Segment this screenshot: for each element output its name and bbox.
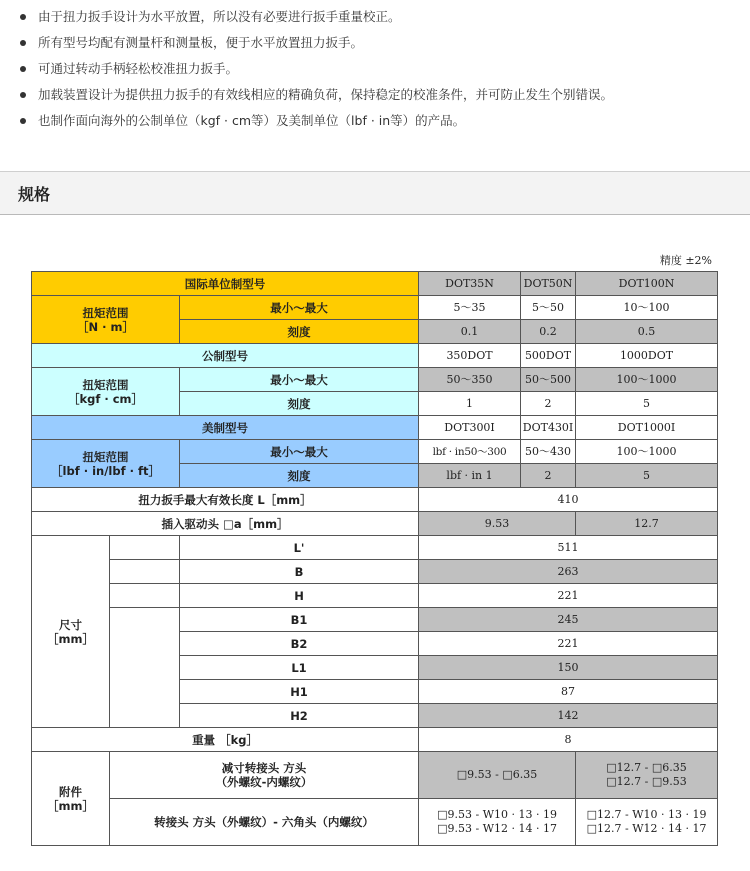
bullet-icon <box>20 14 26 20</box>
dimension-spacer <box>110 584 180 608</box>
table-row <box>32 440 718 464</box>
dimension-name: B1 <box>180 608 419 632</box>
accessories-label: 附件 ［mm］ <box>32 752 110 846</box>
dimension-name: H <box>180 584 419 608</box>
si-scale: 0.2 <box>521 320 576 344</box>
precision-note: 精度 ±2% <box>659 254 712 267</box>
us-scale: 5 <box>576 464 718 488</box>
bullet-icon <box>20 92 26 98</box>
si-minmax: 10～100 <box>576 296 718 320</box>
si-scale: 0.1 <box>419 320 521 344</box>
reducer-label: 减寸转接头 方头 （外螺纹-内螺纹） <box>110 752 419 799</box>
metric-minmax: 50～500 <box>521 368 576 392</box>
si-model: DOT35N <box>419 272 521 296</box>
dimension-value: 263 <box>419 560 718 584</box>
table-row <box>32 584 718 608</box>
dimension-value: 87 <box>419 680 718 704</box>
bullet-icon <box>20 118 26 124</box>
metric-model: 350DOT <box>419 344 521 368</box>
dimension-name: L1 <box>180 656 419 680</box>
si-minmax-label: 最小～最大 <box>180 296 419 320</box>
adapter-label: 转接头 方头（外螺纹）- 六角头（内螺纹） <box>110 799 419 846</box>
metric-range-label: 扭矩范围 ［kgf · cm］ <box>32 368 180 416</box>
section-title: 规格 <box>18 185 51 204</box>
feature-item: 所有型号均配有测量杆和测量板，便于水平放置扭力扳手。 <box>18 30 738 56</box>
table-row <box>32 512 718 536</box>
us-minmax: lbf · in50～300 <box>419 440 521 464</box>
weight-value: 8 <box>419 728 718 752</box>
weight-label: 重量 ［kg］ <box>32 728 419 752</box>
metric-model: 1000DOT <box>576 344 718 368</box>
si-scale: 0.5 <box>576 320 718 344</box>
drive-value: 12.7 <box>576 512 718 536</box>
table-row <box>32 368 718 392</box>
dimension-value: 150 <box>419 656 718 680</box>
dimension-value: 221 <box>419 632 718 656</box>
dimension-name: H2 <box>180 704 419 728</box>
metric-header: 公制型号 <box>32 344 419 368</box>
dimension-spacer <box>110 536 180 560</box>
reducer-a: □9.53 - □6.35 <box>419 752 576 799</box>
bullet-icon <box>20 66 26 72</box>
table-row <box>32 560 718 584</box>
metric-minmax-label: 最小～最大 <box>180 368 419 392</box>
bullet-icon <box>20 40 26 46</box>
si-scale-label: 刻度 <box>180 320 419 344</box>
si-model: DOT100N <box>576 272 718 296</box>
reducer-b: □12.7 - □6.35 □12.7 - □9.53 <box>576 752 718 799</box>
si-minmax: 5～35 <box>419 296 521 320</box>
si-range-label: 扭矩范围 ［N · m］ <box>32 296 180 344</box>
us-model: DOT430I <box>521 416 576 440</box>
table-row <box>32 536 718 560</box>
dimension-spacer <box>110 560 180 584</box>
table-row <box>32 344 718 368</box>
metric-scale-label: 刻度 <box>180 392 419 416</box>
max-length-value: 410 <box>419 488 718 512</box>
us-minmax-label: 最小～最大 <box>180 440 419 464</box>
us-range-label: 扭矩范围 ［lbf · in/lbf · ft］ <box>32 440 180 488</box>
dimension-name: B <box>180 560 419 584</box>
us-minmax: 100～1000 <box>576 440 718 464</box>
table-row <box>32 296 718 320</box>
metric-minmax: 100～1000 <box>576 368 718 392</box>
table-row <box>32 488 718 512</box>
max-length-label: 扭力扳手最大有效长度 L［mm］ <box>32 488 419 512</box>
feature-item: 加载装置设计为提供扭力扳手的有效线相应的精确负荷，保持稳定的校准条件，并可防止发生个别错误。 <box>18 82 738 108</box>
dimension-name: B2 <box>180 632 419 656</box>
table-row <box>32 799 718 846</box>
us-header: 美制型号 <box>32 416 419 440</box>
dimensions-label: 尺寸 ［mm］ <box>32 536 110 728</box>
metric-minmax: 50～350 <box>419 368 521 392</box>
us-minmax: 50～430 <box>521 440 576 464</box>
us-scale-label: 刻度 <box>180 464 419 488</box>
si-minmax: 5～50 <box>521 296 576 320</box>
si-model: DOT50N <box>521 272 576 296</box>
section-header <box>0 171 750 215</box>
table-row <box>32 728 718 752</box>
us-scale: 2 <box>521 464 576 488</box>
drive-label: 插入驱动头 □a［mm］ <box>32 512 419 536</box>
dimension-name: L' <box>180 536 419 560</box>
metric-scale: 5 <box>576 392 718 416</box>
dimension-value: 511 <box>419 536 718 560</box>
dimension-spacer <box>110 608 180 728</box>
dimension-value: 142 <box>419 704 718 728</box>
table-row <box>32 272 718 296</box>
drive-value: 9.53 <box>419 512 576 536</box>
dimension-value: 245 <box>419 608 718 632</box>
table-row <box>32 416 718 440</box>
dimension-value: 221 <box>419 584 718 608</box>
adapter-b: □12.7 - W10 · 13 · 19 □12.7 - W12 · 14 · 17 <box>576 799 718 846</box>
dimension-name: H1 <box>180 680 419 704</box>
us-model: DOT300I <box>419 416 521 440</box>
metric-scale: 2 <box>521 392 576 416</box>
us-model: DOT1000I <box>576 416 718 440</box>
adapter-a: □9.53 - W10 · 13 · 19 □9.53 - W12 · 14 · 17 <box>419 799 576 846</box>
table-row <box>32 752 718 799</box>
feature-list <box>18 4 738 134</box>
feature-item: 由于扭力扳手设计为水平放置，所以没有必要进行扳手重量校正。 <box>18 4 738 30</box>
feature-item: 也制作面向海外的公制单位（kgf · cm等）及美制单位（lbf · in等）的产品。 <box>18 108 738 134</box>
si-header: 国际单位制型号 <box>32 272 419 296</box>
table-row <box>32 608 718 632</box>
metric-model: 500DOT <box>521 344 576 368</box>
spec-table <box>31 271 718 846</box>
feature-item: 可通过转动手柄轻松校准扭力扳手。 <box>18 56 738 82</box>
us-scale: lbf · in 1 <box>419 464 521 488</box>
metric-scale: 1 <box>419 392 521 416</box>
